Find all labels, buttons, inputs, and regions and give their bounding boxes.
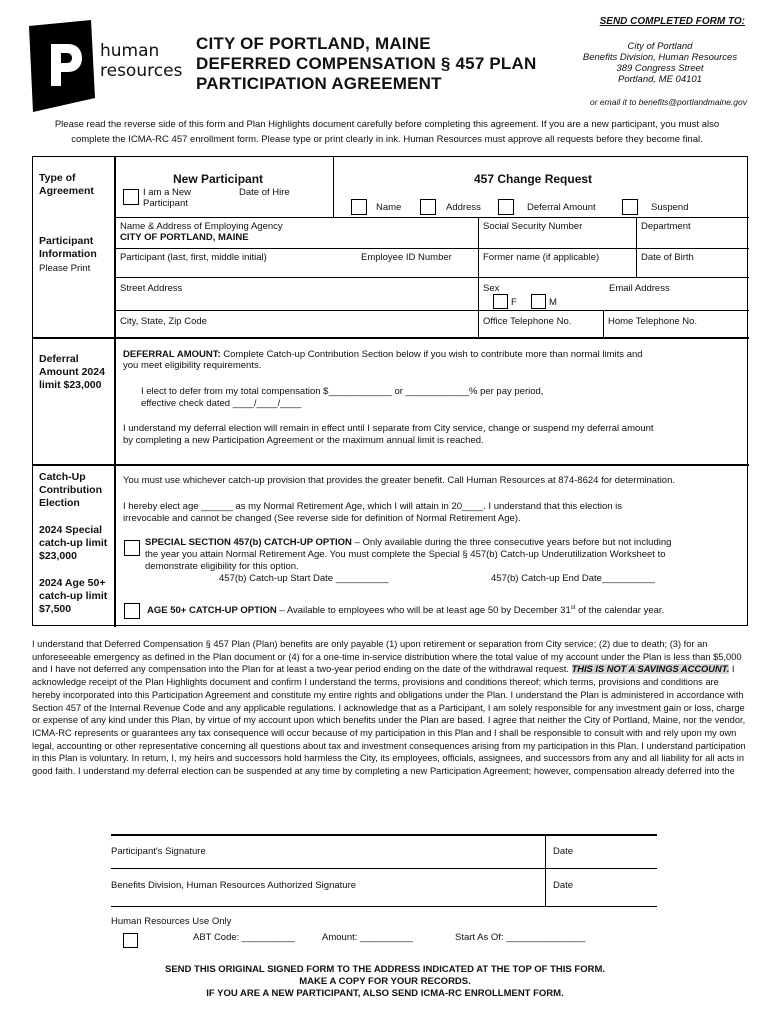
sex-female-checkbox[interactable] [493,294,508,309]
deferral-heading-2: you meet eligibility requirements. [123,360,262,371]
sex-female-label: F [511,297,517,308]
special-457b-text-2: the year you attain Normal Retirement Age. You must complete the Special § 457(b) Catch-up Underutilization Worksheet to [145,549,666,560]
dob-label: Date of Birth [641,252,694,263]
address-line: Benefits Division, Human Resources [582,52,738,63]
office-phone-label: Office Telephone No. [483,316,572,327]
change-deferral-checkbox[interactable] [498,199,514,215]
catch-up-end-date: 457(b) Catch-up End Date__________ [491,573,655,584]
hr-use-checkbox[interactable] [123,933,138,948]
title-line-3: PARTICIPATION AGREEMENT [196,74,442,93]
age-50-checkbox[interactable] [124,603,140,619]
department-label: Department [641,221,691,232]
signature-block [111,834,657,943]
normal-retirement-age-line-2: irrevocable and cannot be changed (See reverse side for definition of Normal Retirement Age). [123,513,521,524]
deferral-election-line: I elect to defer from my total compensation $____________ or ____________% per pay period, [141,386,544,397]
special-457b-option [145,537,671,548]
logo-text-human: human [100,41,160,61]
change-name-checkbox[interactable] [351,199,367,215]
date-of-hire-label: Date of Hire [239,187,290,198]
i-am-new-participant-label: I am a New Participant [143,187,192,209]
address-line: 389 Congress Street [616,63,704,74]
email-instruction: or email it to benefits@portlandmaine.gov [590,97,747,107]
legal-text-2: I acknowledge receipt of the Plan Highlights document and confirm I understand the terms, provisions and conditions thereof; which terms, provisions and conditions are hereby incorporated into this Participation Agreement and constitute my entire rights and obligations under the Plan. I understand the Plan is administered in accordance with Section 457 of the Internal Revenue Code and any applicable regulations. I acknowledge that as a Participant, I am solely responsible for any investment gain or loss, charge or expense of any kind under this Plan, by virtue of my account upon which benefits under the Plan are based. I agree that neither the City of Portland, Maine, nor the vendor, ICMA-RC represents or guarantees any tax consequence will occur because of my participation in this Plan and I shall be responsible to consult with and rely upon my own legal, accounting or other representative concerning all questions about tax and investment consequences arising from my participation in this Plan. I understand participation in this Plan is voluntary. In return, I, my heirs and successors hold harmless the City, its employees, officials, assignees, and successors from any and all liability for all acts in good faith. I understand my deferral election can be suspended at any time by completing a new Participation Agreement; however, compensation already deferred into the [32,664,746,777]
age-50-catch-up-limit-label: 2024 Age 50+ catch-up limit $7,500 [39,577,108,615]
please-print-label: Please Print [39,263,91,274]
address-line: City of Portland [627,41,693,52]
deferral-amount-label: Deferral Amount 2024 limit $23,000 [39,353,105,391]
change-address-label: Address [446,202,481,213]
hr-use-only-label: Human Resources Use Only [111,916,232,927]
legal-text-1: I understand that Deferred Compensation § 457 Plan (Plan) benefits are only payable (1) upon retirement or separation from City service; (2) due to death; (3) for an unforeseeable emergency as defined in the Plan document or (4) for a one-time in-service distribution where the total value of my account under the Plan is less than $5,000 and I have not deferred any compensation into the Plan for at least a two-year period ending on the date of the withdrawal request. [32,639,742,675]
intro-line-1: Please read the reverse side of this form and Plan Highlights document carefully before completing this agreement. If you are a new participant, you must also [54,119,720,130]
logo-wordmark [100,41,190,81]
hr-date-label: Date [553,880,574,891]
sex-male-label: M [549,297,557,308]
special-457b-heading: SPECIAL SECTION 457(b) CATCH-UP OPTION [145,537,352,548]
new-participant-heading: New Participant [173,172,264,186]
logo-text-resources: resources [100,61,183,81]
footer-line-2: MAKE A COPY FOR YOUR RECORDS. [299,976,471,987]
new-participant-checkbox[interactable] [123,189,139,205]
start-as-of-field: Start As Of: _______________ [455,932,586,943]
special-catch-up-limit-label: 2024 Special catch-up limit $23,000 [39,524,108,562]
intro-line-2: complete the ICMA-RC 457 enrollment form. Please type or print clearly in ink. Human Resources must approve all requests before they become final. [71,134,703,145]
address-line: Portland, ME 04101 [618,74,702,85]
age-50-superscript: st [570,605,576,611]
employee-id-label: Employee ID Number [361,252,452,263]
participant-date-label: Date [553,846,574,857]
amount-field: Amount: __________ [322,932,413,943]
participant-name-label: Participant (last, first, middle initial) [120,252,267,263]
agreement-form [32,156,748,626]
special-457b-text-3: demonstrate eligibility for this option. [145,561,299,572]
title-line-1: CITY OF PORTLAND, MAINE [196,34,431,53]
footer-instructions [100,964,670,1000]
deferral-heading-bold: DEFERRAL AMOUNT: [123,349,221,360]
change-name-label: Name [376,202,402,213]
special-457b-text: – Only available during the three consecutive years before but not including [351,537,672,548]
city-state-zip-label: City, State, Zip Code [120,316,207,327]
intro-instructions [28,117,746,147]
special-457b-checkbox[interactable] [124,540,140,556]
home-phone-label: Home Telephone No. [608,316,698,327]
former-name-label: Former name (if applicable) [483,252,600,263]
age-50-heading: AGE 50+ CATCH-UP OPTION [147,605,277,617]
deferral-understand-1: I understand my deferral election will remain in effect until I separate from City service, change or suspend my deferral amount [123,423,654,434]
ssn-label: Social Security Number [483,221,583,232]
title-line-2: DEFERRED COMPENSATION § 457 PLAN [196,54,537,73]
email-address-label: Email Address [609,283,670,294]
change-request-heading: 457 Change Request [474,172,593,186]
street-address-label: Street Address [120,283,183,294]
age-50-text: – Available to employees who will be at least age 50 by December 31 [276,605,571,617]
deferral-heading [123,349,643,360]
catch-up-start-date: 457(b) Catch-up Start Date __________ [219,573,389,584]
age-50-option [147,603,664,616]
sex-male-checkbox[interactable] [531,294,546,309]
age-50-text-end: of the calendar year. [575,605,665,617]
catch-up-election-label: Catch-Up Contribution Election [39,471,102,509]
legal-acknowledgement [32,638,748,778]
effective-check-date-line: effective check dated ____/____/____ [141,398,302,409]
human-resources-logo [27,20,95,112]
footer-line-1: SEND THIS ORIGINAL SIGNED FORM TO THE ADDRESS INDICATED AT THE TOP OF THIS FORM. [164,964,605,975]
mailing-address [572,41,748,85]
change-deferral-label: Deferral Amount [527,202,596,213]
employing-agency-label: Name & Address of Employing Agency [120,221,283,232]
suspend-checkbox[interactable] [622,199,638,215]
deferral-understand-2: by completing a new Participation Agreement or the maximum annual limit is reached. [123,435,484,446]
abt-code-field: ABT Code: __________ [193,932,295,943]
suspend-label: Suspend [651,202,689,213]
change-address-checkbox[interactable] [420,199,436,215]
not-savings-highlight: THIS IS NOT A SAVINGS ACCOUNT. [571,664,730,675]
catch-up-instruction: You must use whichever catch-up provision that provides the greater benefit. Call Human Resources at 874-8624 for determination. [123,475,676,486]
type-of-agreement-label: Type of Agreement [39,172,94,197]
footer-line-3: IF YOU ARE A NEW PARTICIPANT, ALSO SEND ICMA-RC ENROLLMENT FORM. [206,988,564,999]
normal-retirement-age-line: I hereby elect age ______ as my Normal Retirement Age, which I will attain in 20____. I understand that this election is [123,501,623,512]
send-to-heading: SEND COMPLETED FORM TO: [599,16,745,27]
participant-signature-label: Participant's Signature [111,846,206,857]
participant-information-label: Participant Information [39,235,97,260]
deferral-heading-rest: Complete Catch-up Contribution Section below if you wish to contribute more than normal limits and [223,349,643,360]
agency-name-value: CITY OF PORTLAND, MAINE [120,232,249,243]
hr-signature-label: Benefits Division, Human Resources Authorized Signature [111,880,357,891]
sex-label: Sex [483,283,500,294]
page-title [196,34,566,94]
